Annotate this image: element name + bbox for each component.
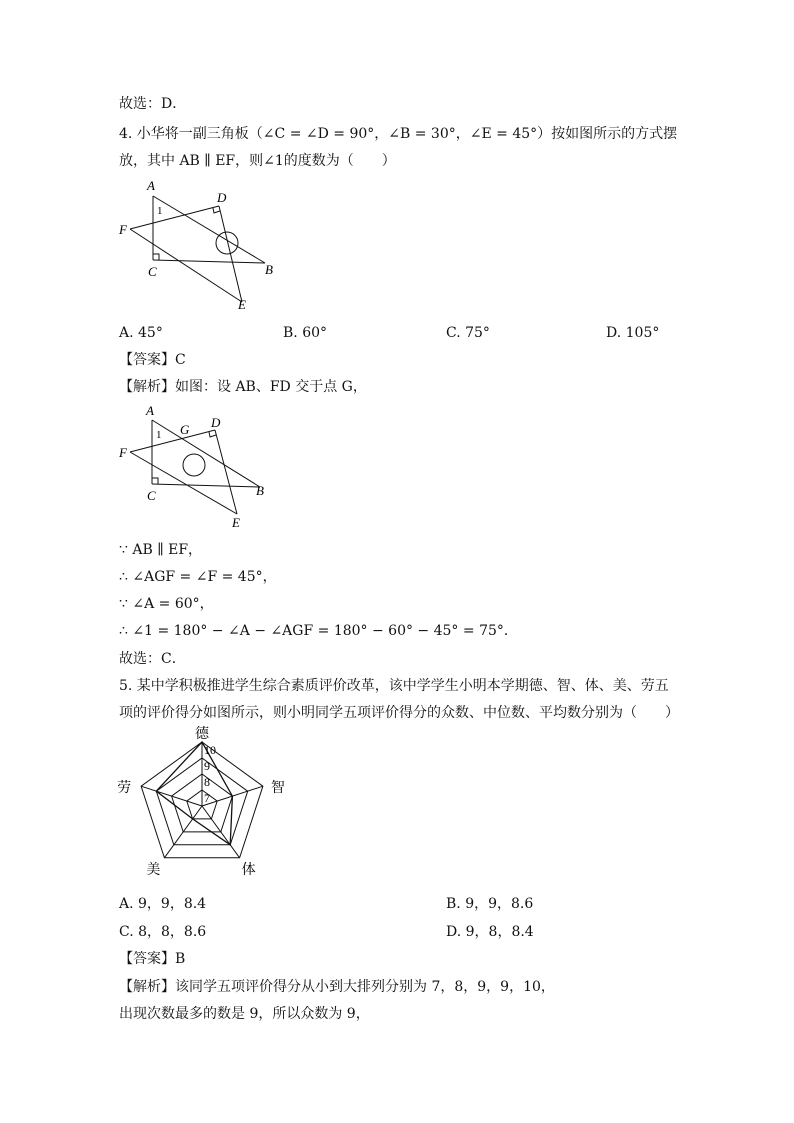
radar-tick-label: 8 [204,775,210,789]
q5-option-d: D. 9，8，8.4 [446,924,534,940]
label-D: D [217,190,227,205]
label-angle-1: 1 [157,205,163,217]
label-D: D [211,415,221,430]
label-C: C [147,488,156,503]
triangle-figure-1 [115,176,285,316]
radar-tick-label: 10 [204,743,216,757]
q5-analysis-2: 出现次数最多的数是 9，所以众数为 9， [119,1006,370,1022]
label-F: F [119,445,127,460]
label-E: E [238,297,246,312]
label-B: B [265,262,273,277]
q5-answer: 【答案】B [119,951,186,967]
radar-series-polygon [156,742,232,845]
q5-option-c: C. 8，8，8.6 [119,924,207,940]
label-E: E [232,515,240,530]
q5-analysis-1: 【解析】该同学五项评价得分从小到大排列分别为 7，8，9，9，10， [119,979,555,995]
label-A: A [146,403,154,418]
radar-tick-label: 9 [204,759,210,773]
q5-option-a: A. 9，9，8.4 [119,896,207,912]
proof-line-3: ∵ ∠A = 60°， [119,596,214,612]
triangle-figure-2 [115,402,285,532]
selected-answer-c: 故选：C． [119,651,186,667]
label-angle-1: 1 [156,429,162,441]
radar-chart [115,728,295,888]
question-4-line-2: 放，其中 AB ∥ EF，则∠1的度数为（ ） [119,153,396,169]
radar-axis-label: 劳 [117,781,132,797]
question-5-line-1: 5. 某中学积极推进学生综合素质评价改革，该中学学生小明本学期德、智、体、美、劳五 [119,678,669,694]
label-B: B [256,483,264,498]
selected-answer-prev: 故选：D． [119,96,187,112]
q5-option-b: B. 9，9，8.6 [446,896,534,912]
radar-tick-label: 7 [204,791,210,805]
q4-analysis: 【解析】如图：设 AB、FD 交于点 G， [119,379,367,395]
q4-option-a: A. 45° [119,325,163,341]
proof-line-4: ∴ ∠1 = 180° − ∠A − ∠AGF = 180° − 60° − 45° = 75°． [119,623,518,639]
label-C: C [148,264,157,279]
question-5-line-2: 项的评价得分如图所示，则小明同学五项评价得分的众数、中位数、平均数分别为（ ） [119,705,679,721]
question-4-line-1: 4. 小华将一副三角板（∠C = ∠D = 90°，∠B = 30°，∠E = 45°）按如图所示的方式摆 [119,126,678,142]
radar-axis-label: 智 [270,781,285,797]
q4-option-d: D. 105° [606,325,660,341]
q4-answer: 【答案】C [119,352,186,368]
q4-option-b: B. 60° [283,325,328,341]
label-A: A [147,178,155,193]
radar-axis-label: 美 [146,862,161,878]
radar-axis-label: 德 [195,727,209,742]
label-F: F [119,222,127,237]
radar-axis-label: 体 [241,862,256,878]
proof-line-2: ∴ ∠AGF = ∠F = 45°， [119,569,277,585]
label-G: G [180,422,190,437]
q4-option-c: C. 75° [446,325,490,341]
proof-line-1: ∵ AB ∥ EF， [119,542,203,558]
